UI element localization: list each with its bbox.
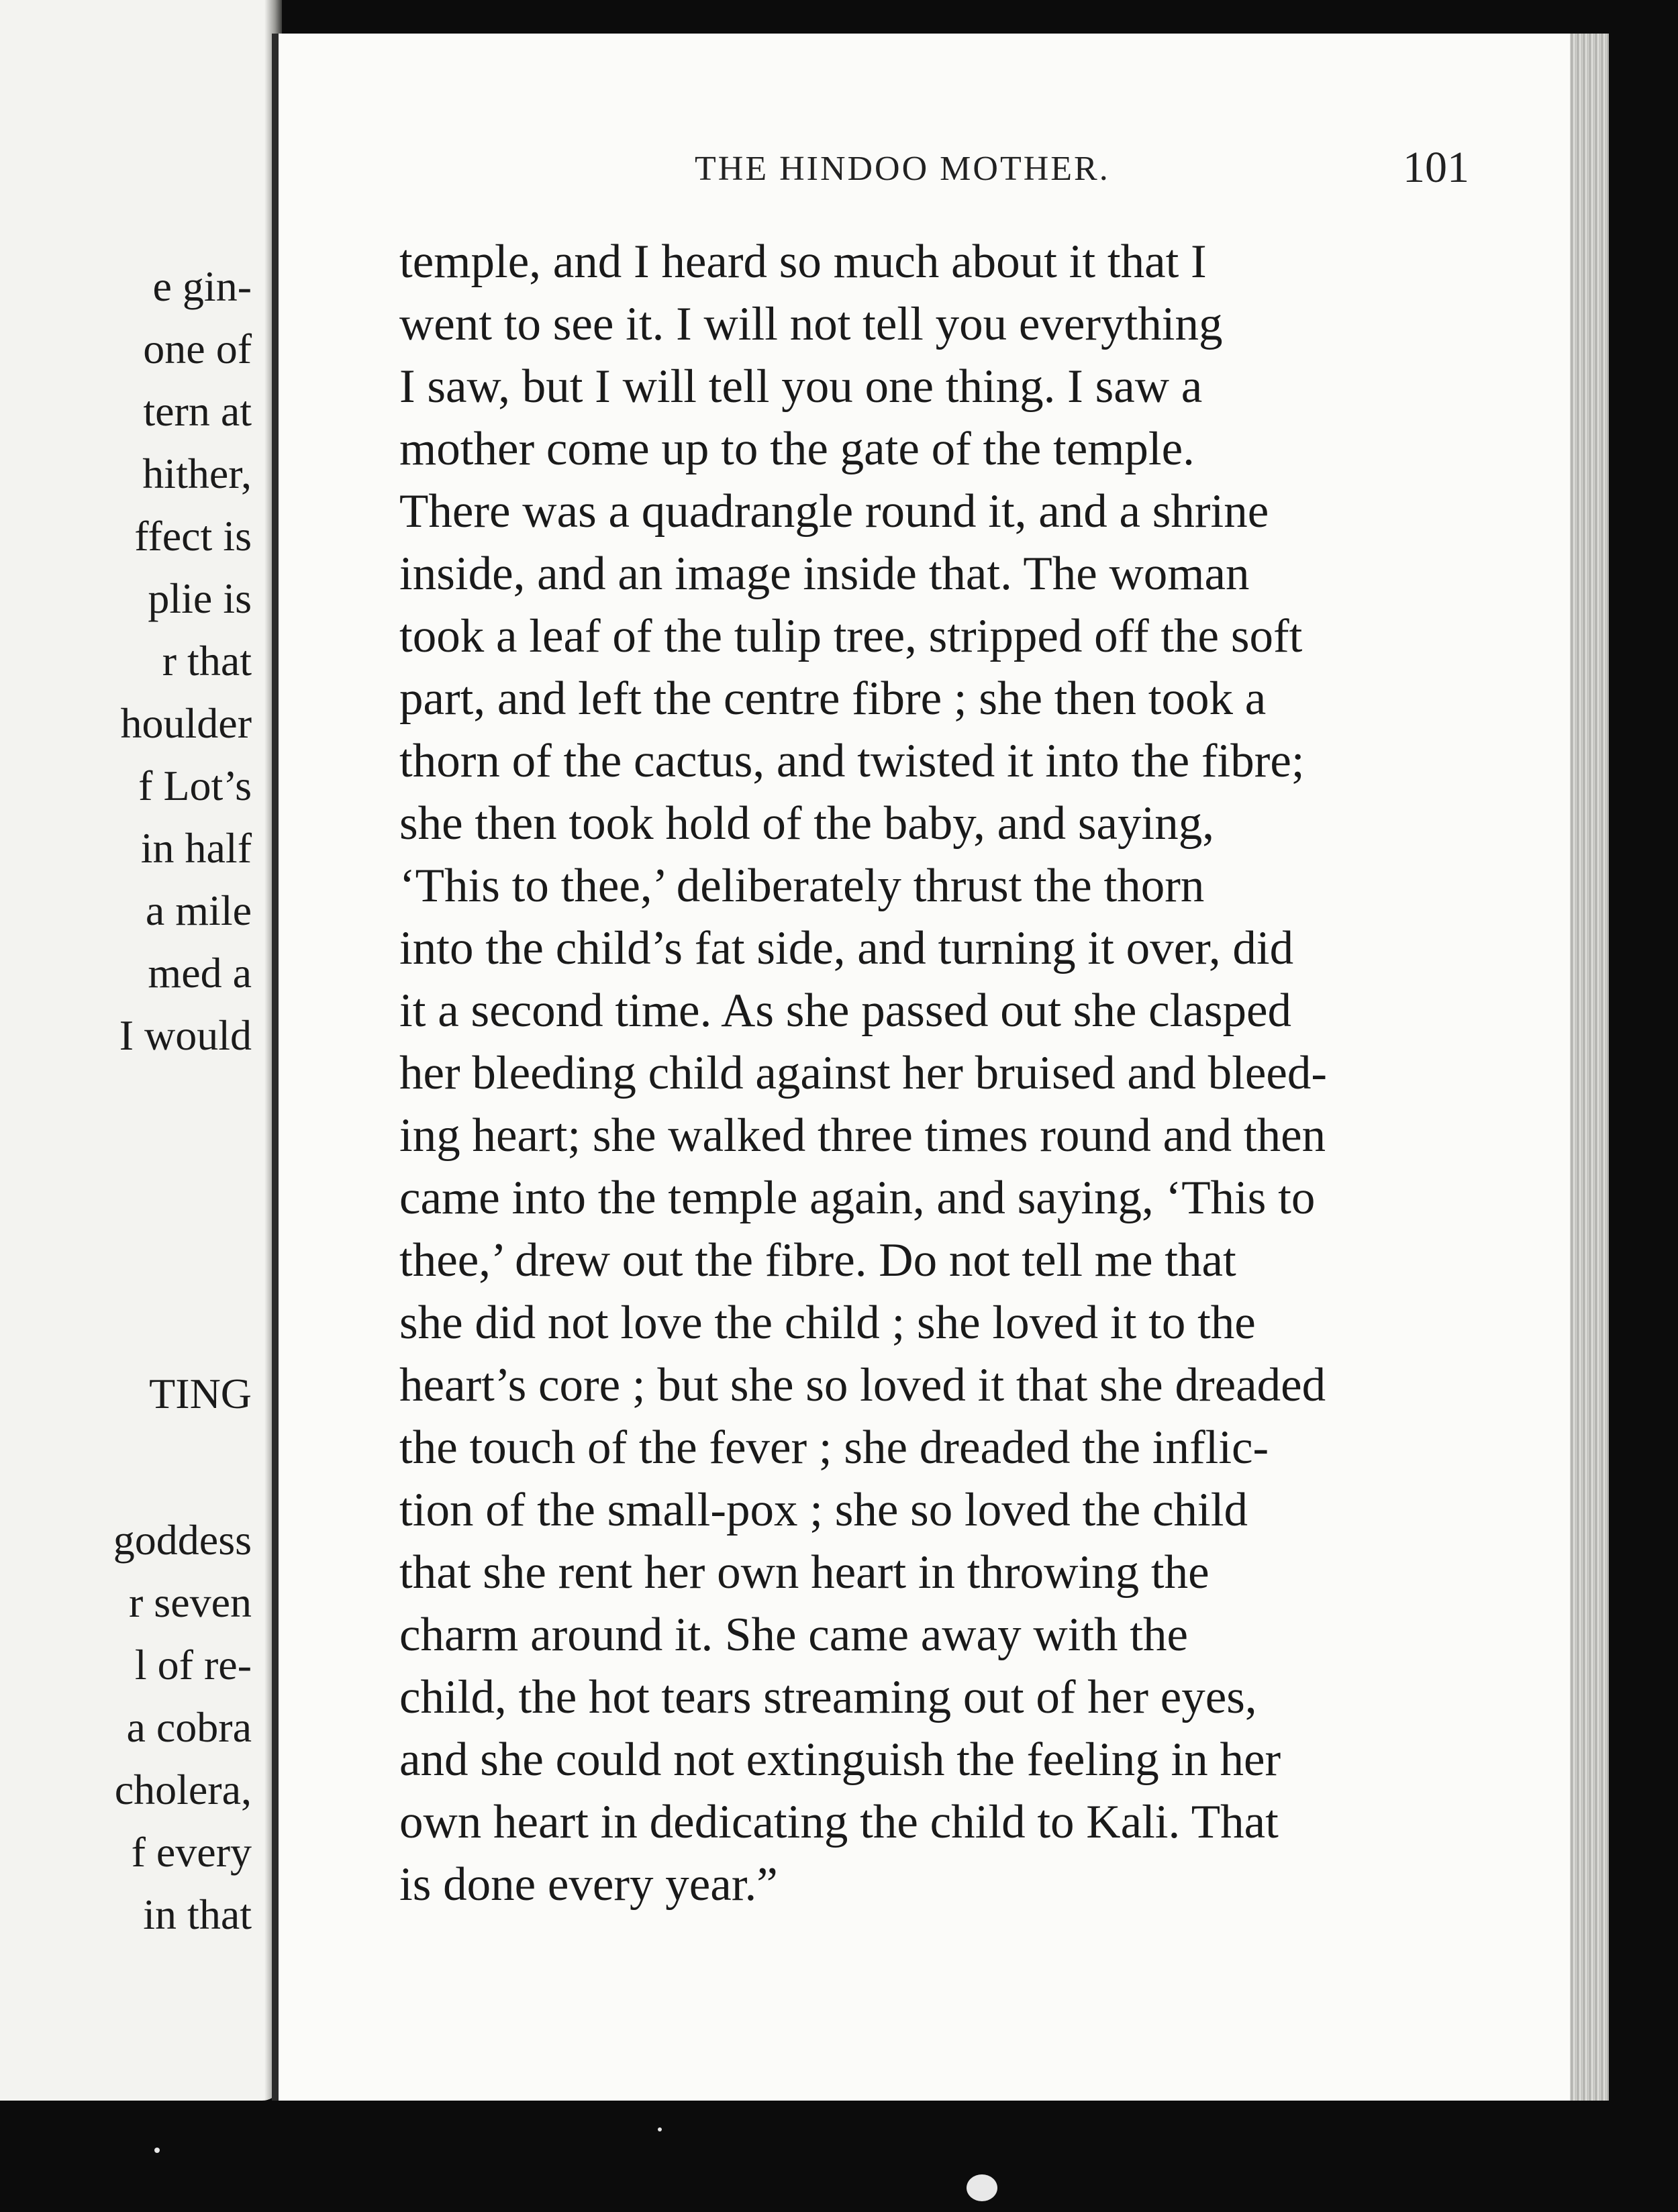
left-line-1: e gin-	[152, 262, 252, 310]
right-page	[272, 34, 1609, 2101]
scan-speck	[967, 2174, 997, 2201]
text-line-5: There was a quadrangle round it, and a shrine	[399, 485, 1269, 538]
text-line-3: I saw, but I will tell you one thing. I saw a	[399, 360, 1203, 413]
text-line-8: part, and left the centre fibre ; she then took a	[399, 672, 1267, 725]
left-line-11: a mile	[145, 887, 252, 934]
left-line-22: l of re-	[134, 1641, 252, 1689]
left-line-9: f Lot’s	[138, 762, 252, 809]
text-line-27: is done every year.”	[399, 1858, 778, 1911]
left-line-24: cholera,	[114, 1766, 252, 1813]
left-line-2: one of	[143, 325, 252, 372]
text-line-21: tion of the small-pox ; she so loved the child	[399, 1484, 1248, 1536]
text-line-15: ing heart; she walked three times round and then	[399, 1109, 1326, 1162]
text-line-14: her bleeding child against her bruised and bleed-	[399, 1047, 1328, 1099]
text-line-24: child, the hot tears streaming out of her eyes,	[399, 1671, 1257, 1723]
text-line-1: temple, and I heard so much about it that I	[399, 236, 1207, 288]
left-line-6: plie is	[148, 574, 252, 622]
text-line-22: that she rent her own heart in throwing the	[399, 1546, 1210, 1599]
text-line-6: inside, and an image inside that. The woman	[399, 548, 1250, 600]
text-line-23: charm around it. She came away with the	[399, 1609, 1189, 1661]
left-line-13: I would	[119, 1011, 252, 1059]
left-heading-fragment: TING	[149, 1370, 252, 1417]
left-line-21: r seven	[128, 1578, 252, 1626]
page-number: 101	[1403, 143, 1469, 192]
text-line-4: mother come up to the gate of the temple.	[399, 423, 1195, 475]
left-line-25: f every	[131, 1828, 252, 1876]
text-line-7: took a leaf of the tulip tree, stripped off the soft	[399, 610, 1303, 662]
text-line-13: it a second time. As she passed out she clasped	[399, 985, 1291, 1037]
left-line-3: tern at	[143, 387, 252, 435]
text-line-17: thee,’ drew out the fibre. Do not tell me that	[399, 1234, 1236, 1287]
text-line-18: she did not love the child ; she loved it to the	[399, 1297, 1256, 1349]
left-line-5: ffect is	[134, 512, 252, 560]
text-line-25: and she could not extinguish the feeling in her	[399, 1733, 1281, 1786]
text-line-12: into the child’s fat side, and turning it over, did	[399, 922, 1294, 974]
text-line-2: went to see it. I will not tell you everything	[399, 298, 1223, 350]
text-line-11: ‘This to thee,’ deliberately thrust the thorn	[399, 860, 1205, 912]
text-line-26: own heart in dedicating the child to Kali. That	[399, 1796, 1279, 1848]
running-head: THE HINDOO MOTHER.	[695, 150, 1110, 188]
left-line-7: r that	[162, 637, 252, 685]
left-line-8: houlder	[120, 699, 252, 747]
scan-speck	[658, 2127, 662, 2131]
text-line-9: thorn of the cactus, and twisted it into the fibre;	[399, 735, 1305, 787]
left-line-26: in that	[143, 1891, 252, 1938]
left-page	[0, 0, 282, 2101]
text-line-10: she then took hold of the baby, and saying,	[399, 797, 1215, 850]
scan-speck	[154, 2148, 160, 2153]
left-line-23: a cobra	[126, 1703, 252, 1751]
text-line-19: heart’s core ; but she so loved it that she dreaded	[399, 1359, 1326, 1411]
left-line-4: hither,	[142, 450, 252, 497]
left-line-20: goddess	[113, 1516, 252, 1564]
left-line-12: med a	[148, 949, 252, 997]
scan-background	[0, 2101, 1678, 2212]
page-fore-edge	[1570, 34, 1609, 2101]
text-line-20: the touch of the fever ; she dreaded the inflic-	[399, 1421, 1269, 1474]
left-line-10: in half	[140, 824, 252, 872]
text-line-16: came into the temple again, and saying, ‘This to	[399, 1172, 1316, 1224]
